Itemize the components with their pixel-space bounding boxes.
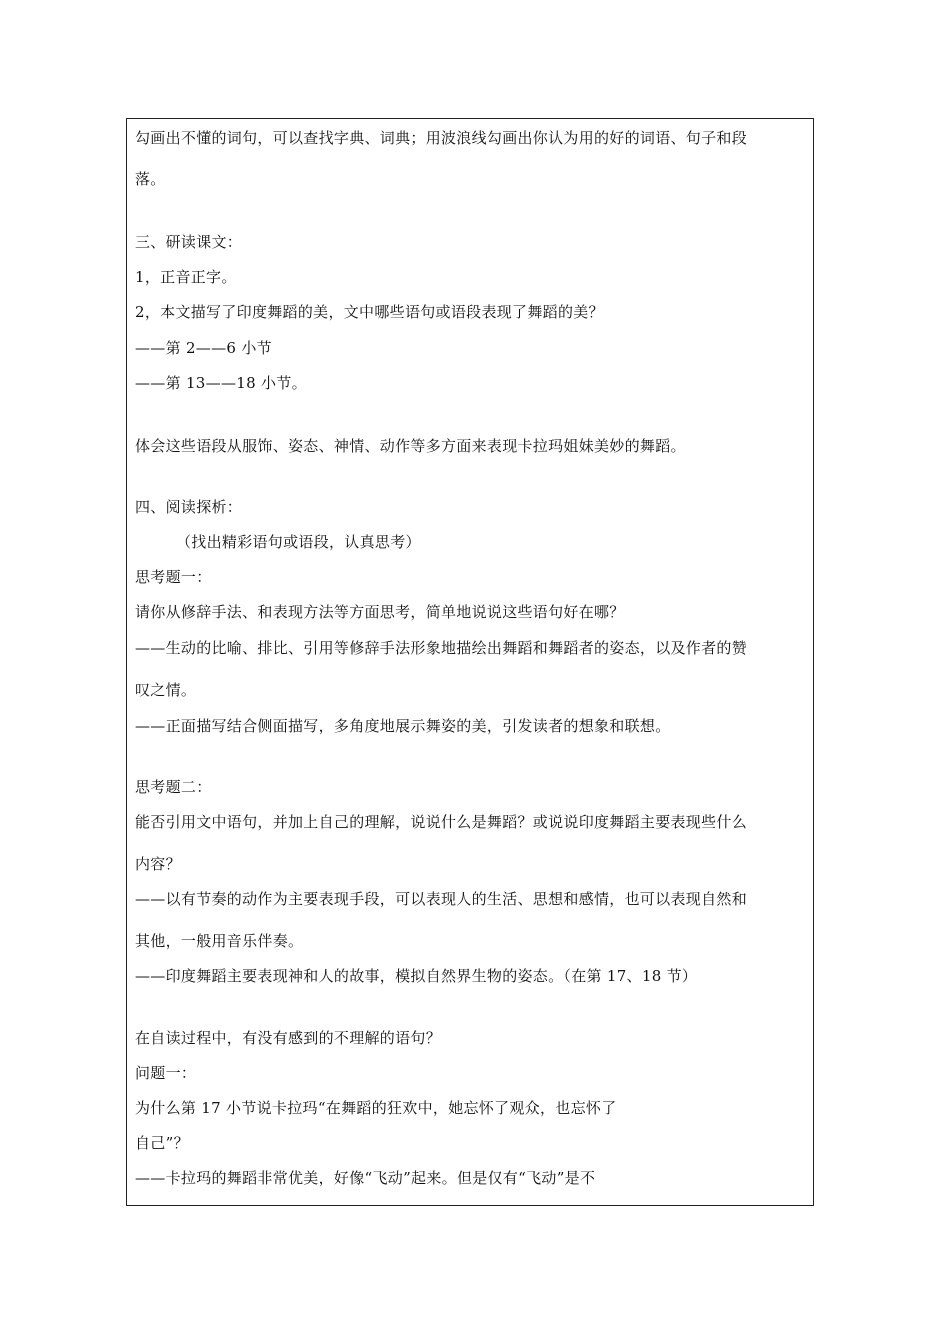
answer-line: ——以有节奏的动作为主要表现手段，可以表现人的生活、思想和感情，也可以表现自然和 (135, 890, 748, 908)
question-line: 内容？ (135, 855, 181, 873)
answer-line: 其他，一般用音乐伴奏。 (135, 932, 304, 950)
answer-line: ——生动的比喻、排比、引用等修辞手法形象地描绘出舞蹈和舞蹈者的姿态，以及作者的赞 (135, 639, 748, 657)
question-line: 为什么第 17 小节说卡拉玛“在舞蹈的狂欢中，她忘怀了观众，也忘怀了 (135, 1099, 617, 1117)
subheading: 思考题一： (135, 568, 212, 586)
text-line: 1，正音正字。 (135, 268, 237, 286)
text-line: 勾画出不懂的词句，可以查找字典、词典；用波浪线勾画出你认为用的好的词语、句子和段 (135, 129, 748, 147)
text-line: 在自读过程中，有没有感到的不理解的语句？ (135, 1029, 442, 1047)
text-line: 落。 (135, 170, 166, 188)
answer-line: 叹之情。 (135, 681, 197, 699)
section-heading: 四、阅读探析： (135, 498, 243, 516)
text-line: 2，本文描写了印度舞蹈的美，文中哪些语句或语段表现了舞蹈的美？ (135, 303, 604, 321)
question-line: 能否引用文中语句，并加上自己的理解，说说什么是舞蹈？或说说印度舞蹈主要表现些什么 (135, 813, 748, 831)
answer-line: ——卡拉玛的舞蹈非常优美，好像“飞动”起来。但是仅有“飞动”是不 (135, 1169, 596, 1187)
text-line: ——第 2——6 小节 (135, 339, 272, 357)
subheading: 思考题二： (135, 778, 212, 796)
section-heading: 三、研读课文： (135, 233, 243, 251)
answer-line: ——印度舞蹈主要表现神和人的故事，模拟自然界生物的姿态。（在第 17、18 节） (135, 967, 698, 985)
question-line: 自己”？ (135, 1134, 189, 1152)
text-line: ——第 13——18 小节。 (135, 374, 307, 392)
question-line: 请你从修辞手法、和表现方法等方面思考，简单地说说这些语句好在哪？ (135, 603, 625, 621)
subheading: 问题一： (135, 1064, 197, 1082)
text-line: （找出精彩语句或语段，认真思考） (176, 533, 421, 551)
answer-line: ——正面描写结合侧面描写，多角度地展示舞姿的美，引发读者的想象和联想。 (135, 717, 671, 735)
text-line: 体会这些语段从服饰、姿态、神情、动作等多方面来表现卡拉玛姐妹美妙的舞蹈。 (135, 437, 686, 455)
